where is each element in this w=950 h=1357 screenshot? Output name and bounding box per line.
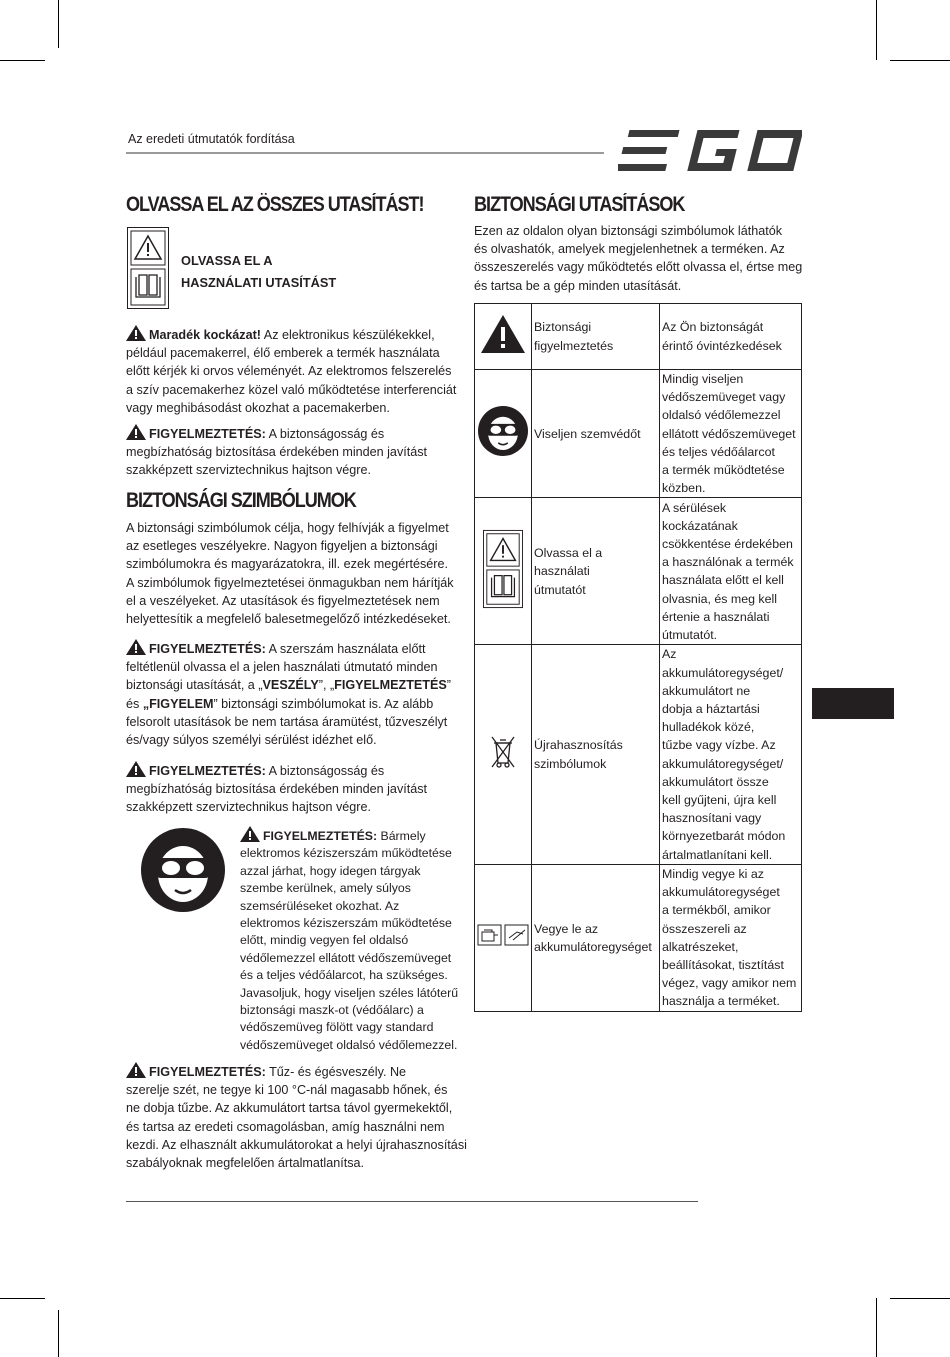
text-line: kezdi. Az elhasznált akkumulátorokat a helyi újrahasznosítási	[126, 1137, 467, 1152]
ego-logo	[618, 128, 802, 174]
warning-icon	[126, 761, 146, 777]
text-line: Viseljen szemvédőt	[534, 426, 641, 441]
text-line: útmutatót	[534, 582, 586, 597]
text-run: ” biztonsági szimbólumokat is. Az alább	[213, 696, 434, 711]
table-cell-desc	[660, 645, 802, 864]
text-line: a termékből, amikor	[662, 903, 771, 918]
header-rule	[126, 152, 604, 154]
text-line: környezetbarát módon	[662, 829, 786, 844]
text-line: A biztonsági szimbólumok célja, hogy felhívják a figyelmet	[126, 521, 449, 535]
text-line: el a veszélyeket. Az utasítások és figyelmeztetések nem	[126, 593, 440, 608]
text-line: akkumulátort össze	[662, 774, 769, 789]
warning-paragraph	[126, 639, 451, 749]
crop-mark	[0, 1298, 45, 1299]
text-line: érintő óvintézkedések	[662, 338, 782, 353]
text-line: Ezen az oldalon olyan biztonsági szimbólumok láthatók	[474, 224, 783, 238]
text-line: és olvashatók, amelyek megjelenhetnek a terméken. Az	[474, 242, 785, 257]
text-line: szimbólumokra és magyarázatokra, ill. ezek megértésére.	[126, 557, 448, 572]
text-line: Az elektronikus készülékekkel,	[261, 328, 435, 342]
text-line: Újrahasznosítás	[534, 738, 623, 753]
text-line: kell gyűjteni, újra kell	[662, 793, 777, 808]
text-line: a termék működtetése	[662, 463, 785, 478]
warning-paragraph	[126, 424, 427, 480]
table-cell-name	[532, 645, 660, 864]
residual-lead: Maradék kockázat!	[149, 328, 261, 342]
crop-mark	[58, 1310, 59, 1357]
text-line: oldalsó védőlemezzel	[662, 408, 781, 423]
text-line: ne dobja tűzbe. Az akkumulátort tartsa távol gyermekektől,	[126, 1101, 453, 1116]
symbols-intro-paragraph	[126, 519, 454, 628]
heading-safety-symbols: BIZTONSÁGI SZIMBÓLUMOK	[126, 489, 356, 512]
table-cell-name	[532, 864, 660, 1011]
text-line: szemsérüléseket okozhat. Az	[240, 898, 400, 913]
text-line: Az Ön biztonságát	[662, 320, 764, 335]
table-cell-name	[532, 498, 660, 645]
table-cell-name	[532, 304, 660, 370]
crop-mark	[0, 60, 45, 61]
warning-lead: FIGYELMEZTETÉS:	[149, 1065, 266, 1079]
table-row	[475, 864, 802, 1011]
heading-read-all: OLVASSA EL AZ ÖSSZES UTASÍTÁST!	[126, 193, 424, 216]
text-line	[126, 695, 451, 713]
recycle-bin-crossed-icon	[490, 735, 516, 769]
text-line: vagy meghibásodást okozhat a pacemakerben.	[126, 400, 390, 415]
text-line: például pacemakerrel, élő emberek a termék használata	[126, 346, 440, 361]
text-line: és/vagy súlyos személyi sérülést idézhet elő.	[126, 733, 377, 748]
text-line: szimbólumok	[534, 756, 607, 771]
text-line: útmutatót.	[662, 628, 718, 643]
text-run-bold: „FIGYELEM	[142, 696, 214, 711]
eye-protection-icon	[141, 828, 225, 912]
text-line: Az	[662, 647, 677, 662]
table-cell-desc	[660, 498, 802, 645]
text-line: Olvassa el a használati	[534, 546, 603, 579]
text-line: elektromos kéziszerszám működtetése	[240, 846, 452, 861]
table-row	[475, 645, 802, 864]
text-line: a szív pacemakerhez közel való működtetése interferenciát	[126, 382, 457, 397]
warning-paragraph	[126, 1062, 467, 1172]
crop-mark	[876, 0, 877, 60]
crop-mark	[876, 1298, 877, 1357]
safety-symbols-table	[474, 303, 802, 1012]
text-run-bold: VESZÉLY	[262, 678, 319, 693]
warning-paragraph	[240, 826, 458, 1054]
read-manual-icon	[483, 529, 523, 609]
warning-icon	[126, 1062, 146, 1078]
table-cell-desc	[660, 864, 802, 1011]
read-manual-icon	[127, 227, 169, 309]
text-line: Vegye le az	[534, 921, 599, 936]
table-cell-icon	[475, 304, 532, 370]
table-cell-desc	[660, 370, 802, 498]
text-line: tűzbe vagy vízbe. Az	[662, 738, 776, 753]
warning-lead: FIGYELMEZTETÉS:	[149, 764, 266, 778]
text-line: védőszemüveg fölött vagy standard	[240, 1020, 434, 1035]
text-line: akkumulátoregységet/	[662, 756, 784, 771]
warning-lead: FIGYELMEZTETÉS:	[149, 642, 266, 656]
text-line: hulladékok közé,	[662, 720, 755, 735]
table-cell-desc	[660, 304, 802, 370]
warning-icon	[240, 826, 260, 842]
warning-icon	[126, 325, 146, 341]
text-line: szembe kerülnek, amely súlyos	[240, 881, 411, 896]
footer-rule	[126, 1201, 698, 1202]
table-row	[475, 498, 802, 645]
text-line: és a teljes védőálarcot, ha szükséges.	[240, 968, 448, 983]
text-line: szakképzett szerviztechnikus hajtson végre.	[126, 463, 371, 478]
warning-icon	[126, 424, 146, 440]
text-line: Biztonsági	[534, 320, 592, 335]
header-subtitle: Az eredeti útmutatók fordítása	[128, 132, 295, 146]
text-line: megbízhatóság biztosítása érdekében minden javítást	[126, 782, 428, 797]
warning-paragraph	[126, 761, 427, 817]
text-line	[126, 676, 451, 694]
text-run-bold: FIGYELMEZTETÉS	[334, 678, 447, 693]
text-line: Bármely	[377, 829, 426, 843]
text-line: helyettesítik a megfelelő balesetmegelőző intézkedéseket.	[126, 612, 451, 627]
text-line: feltétlenül olvassa el a jelen használati útmutató minden	[126, 660, 438, 675]
text-line: Mindig vegye ki az	[662, 867, 764, 882]
text-line: akkumulátoregységet/	[662, 665, 784, 680]
text-line: dobja a háztartási	[662, 702, 760, 717]
text-line: és teljes védőálarcot	[662, 444, 775, 459]
text-line: Mindig viseljen	[662, 372, 744, 386]
text-line: A szimbólumok figyelmeztetései önmagukban nem hárítják	[126, 575, 454, 590]
text-line: értenie a használati	[662, 609, 770, 624]
text-line: Tűz- és égésveszély. Ne	[265, 1065, 407, 1079]
eye-protection-icon	[478, 406, 528, 456]
read-manual-label: OLVASSA EL A	[181, 253, 273, 268]
table-cell-icon	[475, 645, 532, 864]
table-row	[475, 370, 802, 498]
text-line: végez, vagy amikor nem	[662, 976, 797, 991]
text-run: ”, „	[318, 678, 335, 693]
table-row	[475, 304, 802, 370]
text-line: csökkentése érdekében	[662, 537, 793, 552]
table-cell-name	[532, 370, 660, 498]
text-line: az esetleges veszélyekre. Nagyon figyeljen a biztonsági	[126, 539, 438, 554]
text-line: figyelmeztetés	[534, 338, 614, 353]
text-line: összeszereli az	[662, 921, 747, 936]
read-manual-label: HASZNÁLATI UTASÍTÁST	[181, 275, 337, 290]
crop-mark	[890, 60, 950, 61]
text-line: védőszemüveget oldalsó védőlemezzel.	[240, 1037, 458, 1052]
text-line: ártalmatlanítani kell.	[662, 847, 773, 862]
text-line: olvasnia, és meg kell	[662, 591, 778, 606]
table-cell-icon	[475, 370, 532, 498]
remove-battery-icon	[477, 924, 529, 946]
heading-safety-instructions: BIZTONSÁGI UTASÍTÁSOK	[474, 193, 685, 216]
text-line: szabályoknak megfelelően ártalmatlanítsa.	[126, 1156, 365, 1171]
table-cell-icon	[475, 498, 532, 645]
text-line: előtt, mindig vegyen fel oldalsó	[240, 933, 409, 948]
text-line: akkumulátoregységet	[534, 939, 652, 954]
table-cell-icon	[475, 864, 532, 1011]
text-run: ”	[446, 678, 451, 693]
text-line: ellátott védőszemüveget	[662, 426, 796, 441]
warning-lead: FIGYELMEZTETÉS:	[149, 427, 266, 441]
text-line: A biztonságosság és	[265, 764, 385, 778]
text-line: elektromos kéziszerszám működtetése	[240, 916, 452, 931]
text-line: akkumulátort ne	[662, 683, 751, 698]
text-line: és tartsa az eredeti csomagolásban, amíg használni nem	[126, 1119, 445, 1134]
text-line: biztonsági maszk-ot (védőálarc) a	[240, 1003, 424, 1018]
text-line: kockázatának	[662, 518, 738, 533]
crop-mark	[890, 1298, 950, 1299]
text-line: felsorolt utasítások be nem tartása áramütést, tűzveszélyt	[126, 714, 448, 729]
residual-risk-paragraph	[126, 325, 456, 417]
text-line: használja a terméket.	[662, 994, 780, 1009]
text-line: azzal járhat, hogy idegen tárgyak	[240, 863, 421, 878]
text-line: Javasoljuk, hogy viseljen széles látóterű	[240, 985, 459, 1000]
text-line: összeszerelés vagy működtetés előtt olvassa el, értse meg	[474, 260, 803, 275]
text-line: védőlemezzel ellátott védőszemüveget	[240, 950, 452, 965]
text-line: akkumulátoregységet	[662, 885, 780, 900]
text-run: és	[126, 696, 143, 711]
text-line: alkatrészeket,	[662, 939, 739, 954]
text-line: a használónak a termék	[662, 555, 794, 570]
text-line: A sérülések	[662, 500, 727, 515]
text-line: védőszemüveget vagy	[662, 390, 786, 405]
text-line: A szerszám használata előtt	[265, 642, 426, 656]
warning-lead: FIGYELMEZTETÉS:	[263, 829, 378, 843]
crop-mark	[58, 0, 59, 48]
text-run: biztonsági utasítását, a „	[126, 678, 263, 693]
text-line: és tartsa be a gép minden utasítását.	[474, 278, 682, 293]
text-line: megbízhatóság biztosítása érdekében minden javítást	[126, 445, 428, 460]
warning-triangle-icon	[481, 315, 525, 353]
text-line: közben.	[662, 481, 706, 496]
text-line: szakképzett szerviztechnikus hajtson végre.	[126, 800, 371, 815]
text-line: beállításokat, tisztítást	[662, 958, 784, 973]
text-line: előtt kérjék ki orvos véleményét. Az elektromos felszerelés	[126, 364, 452, 379]
text-line: hasznosítani vagy	[662, 811, 762, 826]
language-tab-marker	[812, 688, 894, 719]
warning-icon	[126, 639, 146, 655]
text-line: használata előtt el kell	[662, 573, 784, 588]
safety-intro-paragraph	[474, 222, 802, 295]
text-line: szerelje szét, ne tegye ki 100 °C-nál magasabb hőnek, és	[126, 1083, 448, 1098]
text-line: A biztonságosság és	[265, 427, 385, 441]
